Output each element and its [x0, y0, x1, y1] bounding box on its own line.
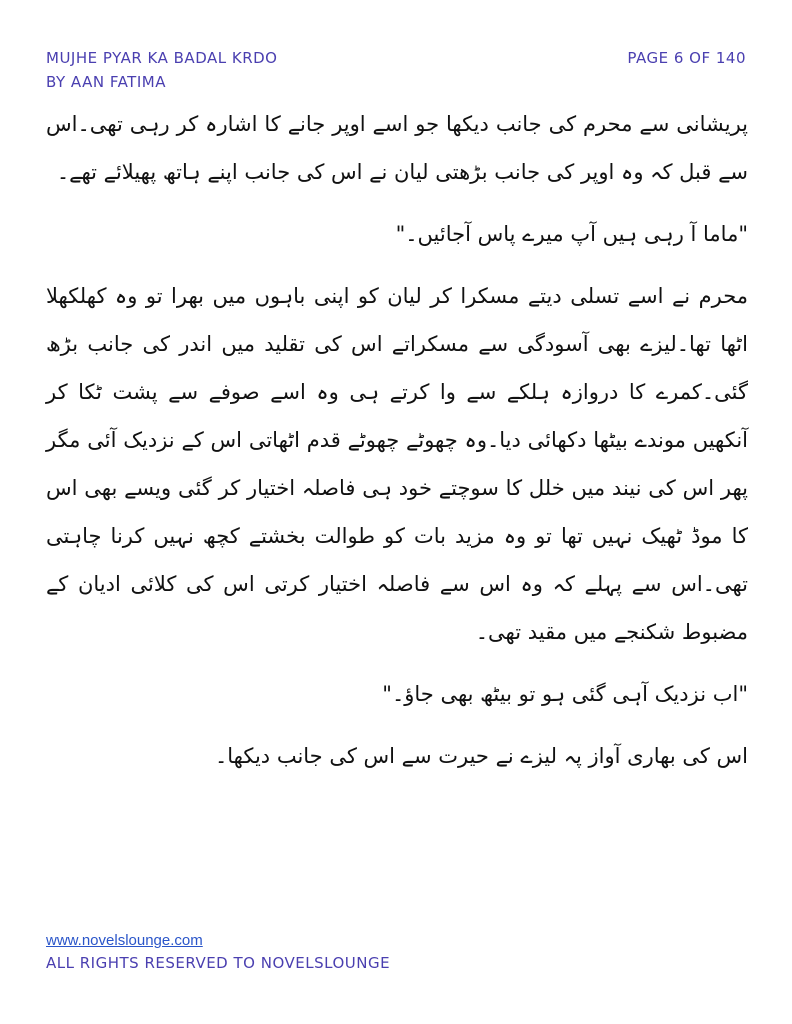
paragraph-1: پریشانی سے محرم کی جانب دیکھا جو اسے اوپر جانے کا اشارہ کر رہی تھی۔اس سے قبل کہ وہ اوپر کی جانب بڑھتی لیان نے اس کی جانب اپنے ہاتھ پھیلائے تھے۔ [46, 112, 748, 184]
paragraph-3: محرم نے اسے تسلی دیتے مسکرا کر لیان کو اپنی باہوں میں بھرا تو وہ کھلکھلا اٹھا تھا۔لیزے بھی آسودگی سے مسکراتے اس کی تقلید میں اندر کی جانب بڑھ گئی۔کمرے کا دروازہ ہلکے سے وا کرتے ہی وہ اسے صوفے سے پشت ٹکا کر آنکھیں موندے بیٹھا دکھائی دیا۔وہ چھوٹے چھوٹے قدم اٹھاتی اس کے نزدیک آئی مگر پھر اس کی نیند میں خلل کا سوچتے خود ہی فاصلہ اختیار کر گئی ویسے بھی اس کا موڈ ٹھیک نہیں تھا تو وہ مزید بات کو طوالت بخشتے کچھ نہیں کرنا چاہتی تھی۔اس سے پہلے کہ وہ اس سے فاصلہ اختیار کرتی اس کی کلائی ادیان کے مضبوط شکنجے میں مقید تھی۔ [46, 284, 748, 644]
page-body [46, 100, 748, 780]
book-author: BY AAN FATIMA [46, 73, 166, 91]
rights-notice: ALL RIGHTS RESERVED TO NOVELSLOUNGE [46, 954, 391, 972]
paragraph-4: "اب نزدیک آہی گئی ہو تو بیٹھ بھی جاؤ۔" [382, 682, 748, 706]
page-indicator: PAGE 6 OF 140 [627, 49, 746, 67]
paragraph-5: اس کی بھاری آواز پہ لیزے نے حیرت سے اس کی جانب دیکھا۔ [214, 744, 748, 768]
paragraph-2: "ماما آ رہی ہیں آپ میرے پاس آجائیں۔" [395, 222, 748, 246]
footer [46, 930, 390, 974]
website-link[interactable]: www.novelslounge.com [46, 932, 203, 949]
book-title: MUJHE PYAR KA BADAL KRDO [46, 49, 278, 67]
header-left [46, 46, 277, 94]
